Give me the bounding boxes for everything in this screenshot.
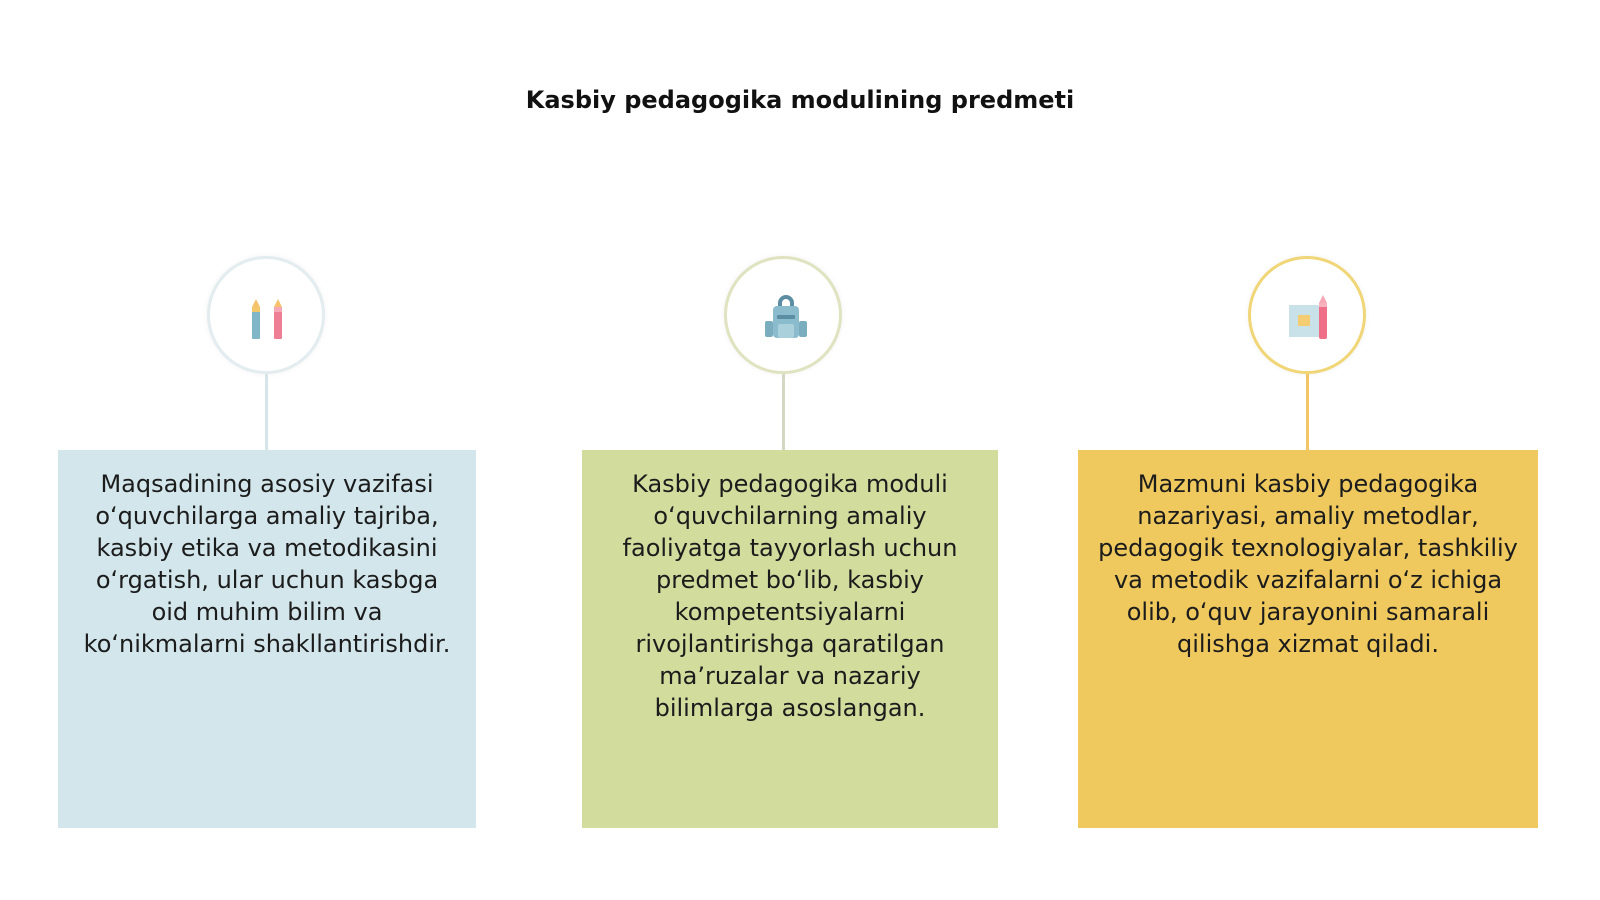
icon-circle-3 [1248,256,1366,374]
card-2-text: Kasbiy pedagogika moduli oʻquvchilarning amaliy faoliyatga tayyorlash uchun predmet boʻlib, kasbiy kompetentsiyalarni rivojlantirishga qaratilgan maʼruzalar va nazariy bilimlarga asoslangan. [622,470,958,722]
backpack-icon [761,293,811,343]
card-1-text: Maqsadining asosiy vazifasi oʻquvchilarga amaliy tajriba, kasbiy etika va metodikasini oʻrgatish, ular uchun kasbga oid muhim bilim va koʻnikmalarni shakllantirishdir. [83,470,451,658]
connector-3 [1306,374,1309,450]
card-1 [58,450,476,828]
icon-circle-2 [724,256,842,374]
pencils-icon [244,293,294,343]
card-3-text: Mazmuni kasbiy pedagogika nazariyasi, amaliy metodlar, pedagogik texnologiyalar, tashkiliy va metodik vazifalarni oʻz ichiga olib, oʻquv jarayonini samarali qilishga xizmat qiladi. [1098,470,1518,658]
connector-1 [265,374,268,450]
connector-2 [782,374,785,450]
slide-title: Kasbiy pedagogika modulining predmeti [525,86,1075,114]
icon-circle-1 [207,256,325,374]
board-pencil-icon [1285,293,1335,343]
card-2 [582,450,998,828]
card-3 [1078,450,1538,828]
